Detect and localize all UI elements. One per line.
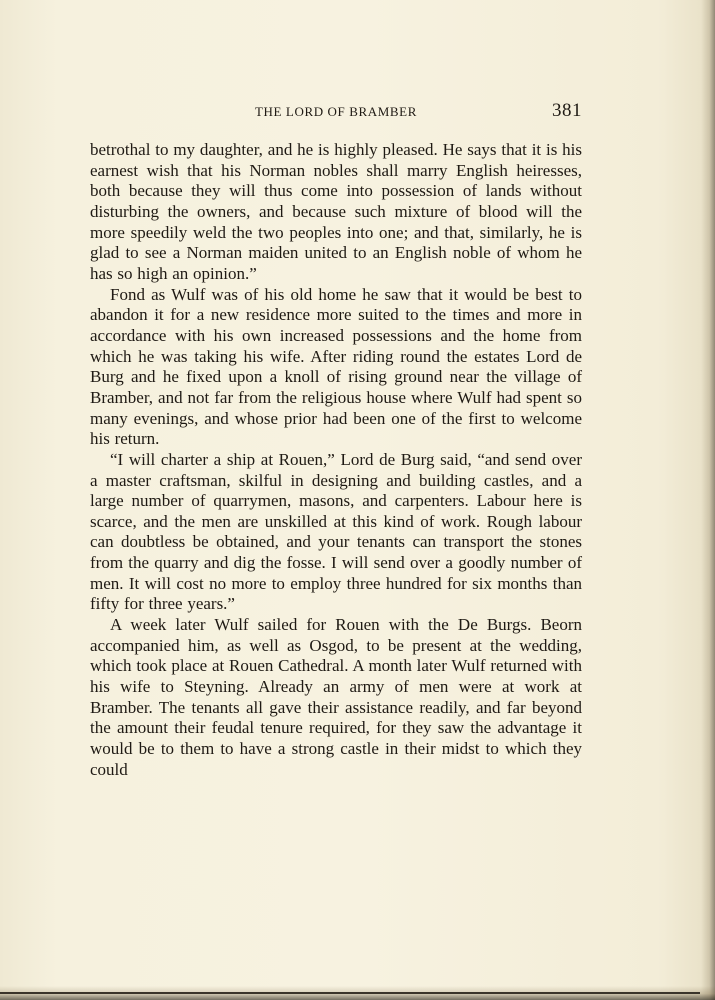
paragraph: “I will charter a ship at Rouen,” Lord de Burg said, “and send over a master craftsman, skilful in designing and building castles, and a large number of quarrymen, masons, and carpenters. Labour here is scarce, and the men are unskilled at this kind of work. Rough labour can doubtless be obtained, and your tenants can transport the stones from the quarry and dig the fosse. I will send over a goodly number of men. It will cost no more to employ three hundred for six months than fifty for three years.” [90, 449, 582, 614]
page-edge-shadow [701, 0, 715, 1000]
paragraph: A week later Wulf sailed for Rouen with the De Burgs. Beorn accompanied him, as well as Osgod, to be present at the wedding, which took place at Rouen Cathedral. A month later Wulf returned with his wife to Steyning. Already an army of men were at work at Bramber. The tenants all gave their assistance readily, and far beyond the amount their feudal tenure required, for they saw the advantage it would be to them to have a strong castle in their midst to which they could [90, 615, 582, 779]
paragraph: Fond as Wulf was of his old home he saw that it would be best to abandon it for a new residence more suited to the times and more in accordance with his own increased possessions and the home from which he was taking his wife. After riding round the estates Lord de Burg and he fixed upon a knoll of rising ground near the village of Bramber, and not far from the religious house where Wulf had spent so many evenings, and whose prior had been one of the first to welcome his return. [90, 284, 582, 449]
paragraph-continued: betrothal to my daughter, and he is highly pleased. He says that it is his earnest wish that his Norman nobles shall marry English heiresses, both because they will thus come into possession of lands without disturbing the owners, and because such mixture of blood will the more speedily weld the two peoples into one; and that, similarly, he is glad to see a Norman maiden united to an English noble of whom he has so high an opinion.” [90, 140, 582, 283]
page-header [90, 100, 582, 124]
body-text [90, 140, 582, 780]
running-title: THE LORD OF BRAMBER [255, 104, 417, 119]
page-number: 381 [552, 100, 582, 121]
page-edge-line [0, 992, 700, 994]
